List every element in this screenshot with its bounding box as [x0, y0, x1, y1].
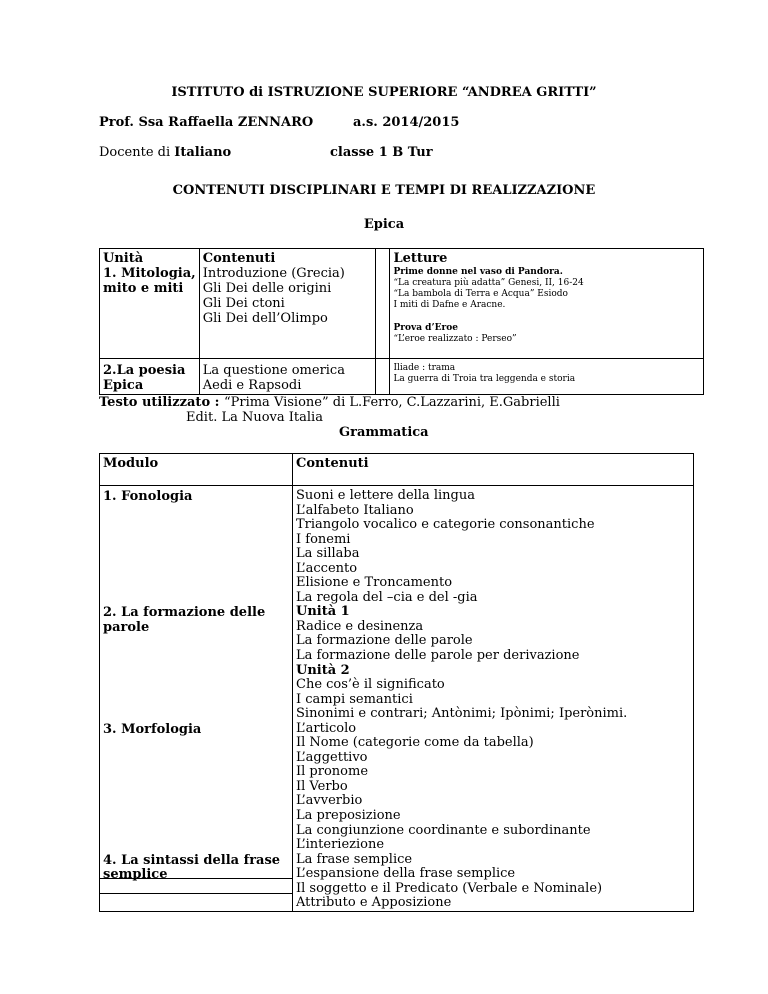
subject: Italiano: [174, 145, 232, 160]
epica-content-cell: [199, 359, 375, 395]
content-item: Triangolo vocalico e categorie consonantiche: [296, 517, 595, 533]
content-item: Elisione e Troncamento: [296, 575, 453, 591]
content-item: La formazione delle parole per derivazione: [296, 648, 580, 664]
content-item: L’interiezione: [296, 837, 385, 853]
unit-heading: Unità 1: [296, 604, 350, 620]
content-list: [296, 489, 690, 911]
content-item: La formazione delle parole: [296, 633, 473, 649]
table-row: [100, 249, 704, 359]
content-item: La preposizione: [296, 808, 401, 824]
col-header-content: Contenuti: [293, 454, 694, 486]
content-item: Introduzione (Grecia): [202, 266, 345, 281]
textbook-label: Testo utilizzato :: [99, 395, 224, 410]
textbook-line: [99, 395, 560, 410]
epica-content-cell: [199, 249, 375, 359]
unit-heading: Unità 2: [296, 662, 350, 678]
table-row: [100, 486, 694, 912]
module-label: 1. Fonologia: [103, 489, 193, 504]
col-header-unit: Unità: [103, 251, 144, 266]
col-header-module: Modulo: [100, 454, 293, 486]
content-item: I fonemi: [296, 531, 351, 547]
reading-item: La guerra di Troia tra leggenda e storia: [393, 374, 576, 384]
content-item: Il soggetto e il Predicato (Verbale e Nominale): [296, 880, 603, 896]
content-item: Sinonimi e contrari; Antònimi; Ipònimi; Iperònimi.: [296, 706, 628, 722]
table-row: [100, 359, 704, 395]
content-item: L’espansione della frase semplice: [296, 866, 516, 882]
unit-label: 1. Mitologia, mito e miti: [103, 266, 196, 296]
content-item: Gli Dei delle origini: [202, 281, 332, 296]
content-cell: [293, 486, 694, 912]
col-header-readings: Letture: [393, 251, 448, 266]
reading-item: “La bambola di Terra e Acqua” Esiodo: [393, 289, 568, 299]
epica-readings-cell: [390, 249, 704, 359]
divider: [99, 893, 293, 894]
content-item: Gli Dei ctoni: [202, 296, 285, 311]
epica-unit-cell: [100, 249, 200, 359]
publisher: Edit. La Nuova Italia: [186, 410, 323, 425]
spacer-cell: [375, 249, 390, 359]
module-label: semplice: [103, 867, 168, 882]
content-item: La frase semplice: [296, 851, 413, 867]
reading-item: “La creatura più adatta” Genesi, II, 16-24: [393, 278, 584, 288]
subject-line: [99, 145, 231, 160]
content-item: I campi semantici: [296, 691, 413, 707]
reading-item: Iliade : trama: [393, 363, 456, 373]
content-item: Gli Dei dell’Olimpo: [202, 311, 328, 326]
spacer-cell: [375, 359, 390, 395]
content-item: Il Verbo: [296, 778, 348, 794]
unit-label: 2.La poesia Epica: [103, 363, 186, 393]
docente-prefix: Docente di: [99, 145, 175, 160]
content-item: L’avverbio: [296, 793, 363, 809]
reading-item: “L’eroe realizzato : Perseo”: [393, 334, 517, 344]
module-label: 2. La formazione delle parole: [103, 605, 266, 635]
content-item: La congiunzione coordinante e subordinante: [296, 822, 591, 838]
school-year: a.s. 2014/2015: [353, 115, 460, 130]
content-item: Il Nome (categorie come da tabella): [296, 735, 534, 751]
grammatica-heading: Grammatica: [339, 425, 429, 440]
module-cell: [100, 486, 293, 912]
epica-readings-cell: [390, 359, 704, 395]
content-item: L’aggettivo: [296, 749, 368, 765]
main-title: CONTENUTI DISCIPLINARI E TEMPI DI REALIZZAZIONE: [172, 183, 596, 198]
module-label: 3. Morfologia: [103, 722, 202, 737]
content-item: Il pronome: [296, 764, 369, 780]
content-item: Attributo e Apposizione: [296, 895, 452, 911]
epica-heading: Epica: [363, 217, 405, 232]
content-item: La regola del –cia e del -gia: [296, 589, 478, 605]
content-item: La sillaba: [296, 546, 360, 562]
epica-table: [99, 248, 704, 395]
content-item: L’alfabeto Italiano: [296, 502, 414, 518]
content-item: Suoni e lettere della lingua: [296, 488, 475, 503]
class-name: classe 1 B Tur: [330, 145, 433, 160]
content-item: L’accento: [296, 560, 358, 576]
divider: [99, 878, 293, 879]
textbook-title: “Prima Visione” di L.Ferro, C.Lazzarini, E.Gabrielli: [223, 395, 560, 410]
content-item: Aedi e Rapsodi: [202, 378, 302, 393]
reading-item: I miti di Dafne e Aracne.: [393, 300, 506, 310]
content-item: La questione omerica: [202, 363, 345, 378]
content-item: L’articolo: [296, 720, 357, 736]
epica-unit-cell: [100, 359, 200, 395]
module-label: 4. La sintassi della frase: [103, 853, 281, 868]
school-name: ISTITUTO di ISTRUZIONE SUPERIORE “ANDREA GRITTI”: [171, 85, 597, 100]
content-item: Che cos’è il significato: [296, 677, 445, 693]
col-header-content: Contenuti: [202, 251, 276, 266]
table-row: [100, 454, 694, 486]
content-item: Radice e desinenza: [296, 618, 424, 634]
readings-title: Prime donne nel vaso di Pandora.: [393, 267, 563, 277]
readings-title: Prova d’Eroe: [393, 323, 458, 333]
grammatica-table: [99, 453, 694, 912]
teacher-name: Prof. Ssa Raffaella ZENNARO: [99, 115, 314, 130]
